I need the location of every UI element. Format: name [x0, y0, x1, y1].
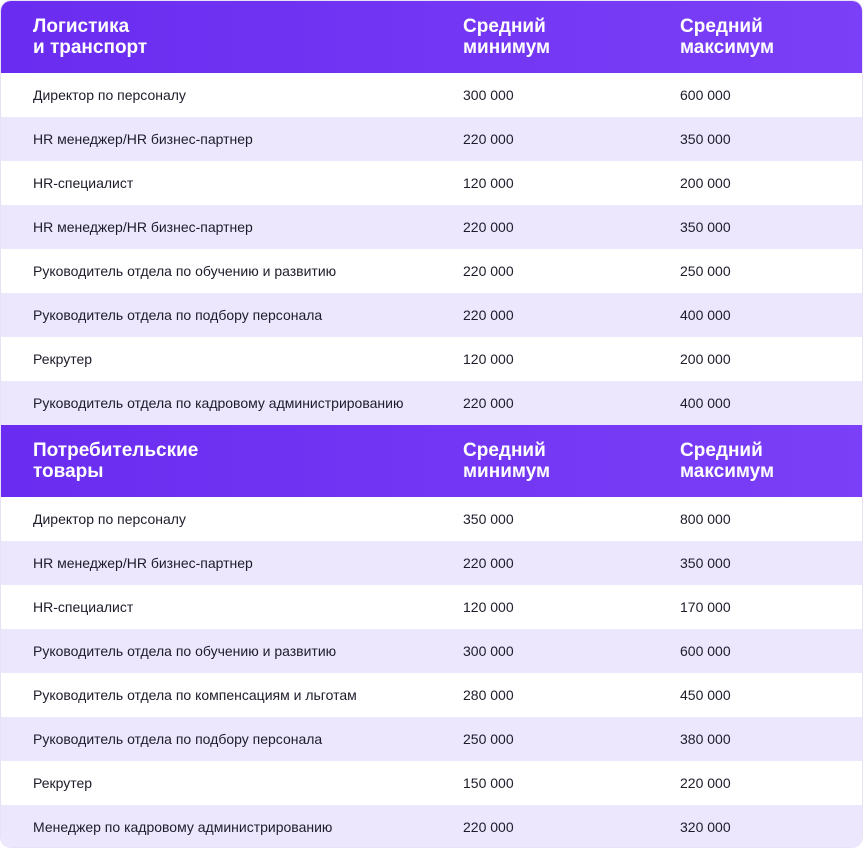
- table-row: [1, 629, 862, 673]
- position-cell: Рекрутер: [33, 351, 93, 367]
- table-row: [1, 117, 862, 161]
- min-cell: 120 000: [463, 599, 514, 615]
- section-header-logistics: [1, 1, 862, 73]
- position-cell: Руководитель отдела по кадровому администрированию: [33, 395, 404, 411]
- column-header-min: Средний минимум: [463, 16, 551, 58]
- position-cell: HR-специалист: [33, 175, 134, 191]
- table-row: [1, 293, 862, 337]
- min-cell: 220 000: [463, 219, 514, 235]
- table-row: [1, 805, 862, 847]
- table-row: [1, 205, 862, 249]
- position-cell: Директор по персоналу: [33, 87, 186, 103]
- min-cell: 120 000: [463, 351, 514, 367]
- table-row: [1, 73, 862, 117]
- position-cell: Менеджер по кадровому администрированию: [33, 819, 333, 835]
- max-cell: 400 000: [680, 307, 731, 323]
- min-cell: 220 000: [463, 819, 514, 835]
- section-title: Логистика и транспорт: [33, 16, 148, 58]
- position-cell: Руководитель отдела по подбору персонала: [33, 307, 323, 323]
- position-cell: Руководитель отдела по компенсациям и льготам: [33, 687, 357, 703]
- column-header-min: Средний минимум: [463, 440, 551, 482]
- position-cell: Руководитель отдела по обучению и развитию: [33, 643, 337, 659]
- max-cell: 400 000: [680, 395, 731, 411]
- position-cell: Рекрутер: [33, 775, 93, 791]
- max-cell: 450 000: [680, 687, 731, 703]
- min-cell: 220 000: [463, 555, 514, 571]
- max-cell: 380 000: [680, 731, 731, 747]
- min-cell: 120 000: [463, 175, 514, 191]
- table-row: [1, 249, 862, 293]
- min-cell: 250 000: [463, 731, 514, 747]
- min-cell: 300 000: [463, 643, 514, 659]
- table-row: [1, 761, 862, 805]
- max-cell: 600 000: [680, 643, 731, 659]
- position-cell: HR-специалист: [33, 599, 134, 615]
- min-cell: 220 000: [463, 307, 514, 323]
- max-cell: 350 000: [680, 555, 731, 571]
- table-row: [1, 161, 862, 205]
- max-cell: 200 000: [680, 351, 731, 367]
- min-cell: 150 000: [463, 775, 514, 791]
- position-cell: Руководитель отдела по обучению и развитию: [33, 263, 337, 279]
- max-cell: 350 000: [680, 131, 731, 147]
- table-row: [1, 717, 862, 761]
- min-cell: 300 000: [463, 87, 514, 103]
- min-cell: 350 000: [463, 511, 514, 527]
- min-cell: 220 000: [463, 395, 514, 411]
- position-cell: HR менеджер/HR бизнес-партнер: [33, 131, 253, 147]
- max-cell: 350 000: [680, 219, 731, 235]
- max-cell: 220 000: [680, 775, 731, 791]
- position-cell: Руководитель отдела по подбору персонала: [33, 731, 323, 747]
- max-cell: 800 000: [680, 511, 731, 527]
- table-row: [1, 381, 862, 425]
- position-cell: HR менеджер/HR бизнес-партнер: [33, 219, 253, 235]
- max-cell: 250 000: [680, 263, 731, 279]
- table-row: [1, 585, 862, 629]
- salary-table: [1, 1, 862, 847]
- table-row: [1, 497, 862, 541]
- min-cell: 220 000: [463, 263, 514, 279]
- max-cell: 170 000: [680, 599, 731, 615]
- position-cell: Директор по персоналу: [33, 511, 186, 527]
- column-header-max: Средний максимум: [680, 440, 775, 482]
- column-header-max: Средний максимум: [680, 16, 775, 58]
- table-row: [1, 541, 862, 585]
- section-header-consumer-goods: [1, 425, 862, 497]
- max-cell: 200 000: [680, 175, 731, 191]
- min-cell: 220 000: [463, 131, 514, 147]
- max-cell: 320 000: [680, 819, 731, 835]
- table-row: [1, 673, 862, 717]
- position-cell: HR менеджер/HR бизнес-партнер: [33, 555, 253, 571]
- min-cell: 280 000: [463, 687, 514, 703]
- max-cell: 600 000: [680, 87, 731, 103]
- section-title: Потребительские товары: [33, 440, 199, 482]
- table-row: [1, 337, 862, 381]
